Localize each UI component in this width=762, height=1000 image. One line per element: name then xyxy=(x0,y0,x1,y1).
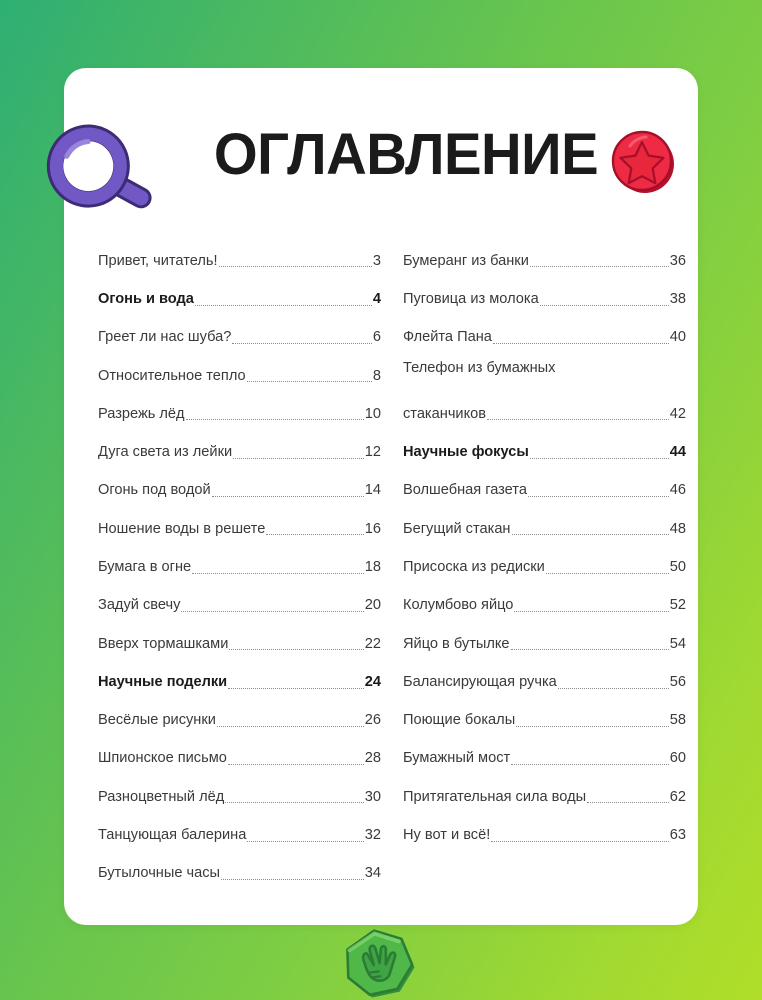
toc-entry-page: 63 xyxy=(669,827,686,844)
toc-entry[interactable] xyxy=(403,617,686,655)
toc-entry[interactable] xyxy=(98,617,381,655)
toc-entry-page: 14 xyxy=(364,482,381,499)
toc-entry-title: Бумажный мост xyxy=(403,750,511,767)
toc-entry-title: Присоска из редиски xyxy=(403,558,545,575)
toc-entry-title: Колумбово яйцо xyxy=(403,597,514,614)
toc-entry[interactable] xyxy=(403,694,686,732)
toc-entry-title: Огонь под водой xyxy=(98,482,211,499)
toc-entry-title: Вверх тормашками xyxy=(98,635,229,652)
page-header xyxy=(64,68,698,228)
toc-entry-title: Ношение воды в решете xyxy=(98,520,266,537)
toc-entry-section[interactable] xyxy=(403,425,686,463)
toc-entry-title: Притягательная сила воды xyxy=(403,788,587,805)
toc-entry-title: Бутылочные часы xyxy=(98,865,221,882)
toc-entry[interactable] xyxy=(98,808,381,846)
toc-entry-page: 50 xyxy=(669,558,686,575)
toc-entry-page: 44 xyxy=(669,444,686,461)
toc-entry[interactable] xyxy=(98,540,381,578)
toc-entry-page: 20 xyxy=(364,597,381,614)
toc-entry-title: Шпионское письмо xyxy=(98,750,227,767)
toc-entry-title: Бумага в огне xyxy=(98,558,192,575)
toc-leader-dots xyxy=(212,495,364,497)
toc-leader-dots xyxy=(221,878,364,880)
toc-leader-dots xyxy=(232,342,372,344)
toc-entry[interactable] xyxy=(403,311,686,349)
toc-leader-dots xyxy=(228,763,364,765)
toc-entry-title: Бумеранг из банки xyxy=(403,252,529,269)
content-card xyxy=(64,68,698,925)
toc-leader-dots xyxy=(228,687,364,689)
toc-leader-dots xyxy=(493,342,669,344)
toc-entry-page: 18 xyxy=(364,558,381,575)
toc-leader-dots xyxy=(546,572,669,574)
toc-entry-page: 3 xyxy=(372,252,381,269)
toc-leader-dots xyxy=(186,418,364,420)
toc-entry-page: 28 xyxy=(364,750,381,767)
toc-entry-page: 8 xyxy=(372,367,381,384)
toc-entry[interactable] xyxy=(98,425,381,463)
toc-leader-dots xyxy=(192,572,364,574)
toc-leader-dots xyxy=(516,725,669,727)
toc-entry[interactable] xyxy=(403,579,686,617)
magnifying-glass-icon xyxy=(45,124,153,222)
toc-entry[interactable] xyxy=(403,540,686,578)
toc-leader-dots xyxy=(558,687,669,689)
toc-entry-page: 48 xyxy=(669,520,686,537)
toc-entry-title: Огонь и вода xyxy=(98,290,194,307)
toc-entry-page: 46 xyxy=(669,482,686,499)
toc-entry-page: 40 xyxy=(669,329,686,346)
toc-entry-page: 38 xyxy=(669,290,686,307)
toc-entry-page: 22 xyxy=(364,635,381,652)
toc-entry[interactable] xyxy=(98,234,381,272)
toc-leader-dots xyxy=(512,533,669,535)
toc-entry-page: 54 xyxy=(669,635,686,652)
toc-column-right xyxy=(403,234,686,885)
green-heptagon-hand-icon xyxy=(339,924,423,1000)
toc-entry[interactable] xyxy=(403,272,686,310)
toc-leader-dots xyxy=(229,648,363,650)
toc-leader-dots xyxy=(491,840,668,842)
toc-leader-dots xyxy=(233,457,364,459)
toc-leader-dots xyxy=(514,610,668,612)
toc-entry-title: Волшебная газета xyxy=(403,482,527,499)
toc-entry-page: 36 xyxy=(669,252,686,269)
toc-leader-dots xyxy=(530,457,669,459)
toc-entry[interactable] xyxy=(98,770,381,808)
toc-entry[interactable] xyxy=(98,579,381,617)
toc-entry-page: 42 xyxy=(669,405,686,422)
toc-entry-page: 30 xyxy=(364,788,381,805)
toc-entry[interactable] xyxy=(98,349,381,387)
toc-entry-title: Научные поделки xyxy=(98,673,228,690)
toc-entry-title: Балансирующая ручка xyxy=(403,673,557,690)
toc-entry[interactable] xyxy=(403,502,686,540)
toc-entry-page: 58 xyxy=(669,712,686,729)
toc-leader-dots xyxy=(511,648,669,650)
toc-entry-page: 16 xyxy=(364,520,381,537)
toc-entry-title: Задуй свечу xyxy=(98,597,181,614)
toc-entry[interactable] xyxy=(403,655,686,693)
toc-leader-dots xyxy=(511,763,669,765)
toc-entry-title: Ну вот и всё! xyxy=(403,827,491,844)
toc-entry-title-continued: стаканчиков xyxy=(403,405,486,422)
toc-entry-title: Разрежь лёд xyxy=(98,405,185,422)
toc-entry-page: 62 xyxy=(669,788,686,805)
toc-leader-dots xyxy=(217,725,364,727)
toc-entry[interactable] xyxy=(98,847,381,885)
toc-leader-dots xyxy=(587,801,669,803)
toc-entry-page: 4 xyxy=(372,290,381,307)
toc-leader-dots xyxy=(195,304,372,306)
toc-entry[interactable] xyxy=(403,808,686,846)
toc-entry-title: Дуга света из лейки xyxy=(98,444,233,461)
toc-entry-page: 26 xyxy=(364,712,381,729)
toc-leader-dots xyxy=(487,418,669,420)
toc-column-left xyxy=(98,234,381,885)
toc-entry-title: Флейта Пана xyxy=(403,329,492,346)
toc-leader-dots xyxy=(266,533,363,535)
toc-leader-dots xyxy=(528,495,669,497)
toc-entry-section[interactable] xyxy=(98,272,381,310)
toc-entry-page: 56 xyxy=(669,673,686,690)
toc-entry[interactable] xyxy=(403,464,686,502)
toc-entry-title: Научные фокусы xyxy=(403,444,529,461)
toc-entry-page: 24 xyxy=(364,673,381,690)
toc-entry[interactable] xyxy=(98,732,381,770)
toc-entry-title: Танцующая балерина xyxy=(98,827,247,844)
red-star-badge-icon xyxy=(610,130,676,196)
toc-entry-title: Разноцветный лёд xyxy=(98,788,225,805)
toc-entry-title: Телефон из бумажных xyxy=(403,359,556,376)
toc-entry-section[interactable] xyxy=(98,655,381,693)
toc-leader-dots xyxy=(540,304,669,306)
toc-leader-dots xyxy=(181,610,363,612)
table-of-contents xyxy=(64,234,698,885)
toc-entry-title: Греет ли нас шуба? xyxy=(98,329,232,346)
toc-leader-dots xyxy=(247,840,363,842)
toc-entry-title: Привет, читатель! xyxy=(98,252,218,269)
toc-entry-page: 10 xyxy=(364,405,381,422)
toc-leader-dots xyxy=(219,265,372,267)
toc-entry[interactable] xyxy=(403,770,686,808)
toc-entry[interactable] xyxy=(403,234,686,272)
toc-entry-title: Пуговица из молока xyxy=(403,290,539,307)
toc-entry-page: 60 xyxy=(669,750,686,767)
toc-leader-dots xyxy=(247,380,372,382)
toc-entry[interactable] xyxy=(98,387,381,425)
toc-entry-wrapped[interactable] xyxy=(403,349,686,426)
toc-entry[interactable] xyxy=(98,502,381,540)
toc-entry-page: 32 xyxy=(364,827,381,844)
toc-entry[interactable] xyxy=(98,464,381,502)
toc-entry-title: Весёлые рисунки xyxy=(98,712,216,729)
toc-entry-page: 12 xyxy=(364,444,381,461)
page-title: ОГЛАВЛЕНИЕ xyxy=(213,122,599,187)
toc-entry-page: 52 xyxy=(669,597,686,614)
toc-leader-dots xyxy=(225,801,364,803)
toc-entry-page: 34 xyxy=(364,865,381,882)
toc-entry-title: Поющие бокалы xyxy=(403,712,516,729)
toc-entry[interactable] xyxy=(403,732,686,770)
toc-entry-page: 6 xyxy=(372,329,381,346)
toc-entry[interactable] xyxy=(98,311,381,349)
toc-leader-dots xyxy=(530,265,669,267)
toc-entry-title: Относительное тепло xyxy=(98,367,246,384)
toc-entry[interactable] xyxy=(98,694,381,732)
toc-entry-title: Яйцо в бутылке xyxy=(403,635,510,652)
toc-entry-title: Бегущий стакан xyxy=(403,520,511,537)
